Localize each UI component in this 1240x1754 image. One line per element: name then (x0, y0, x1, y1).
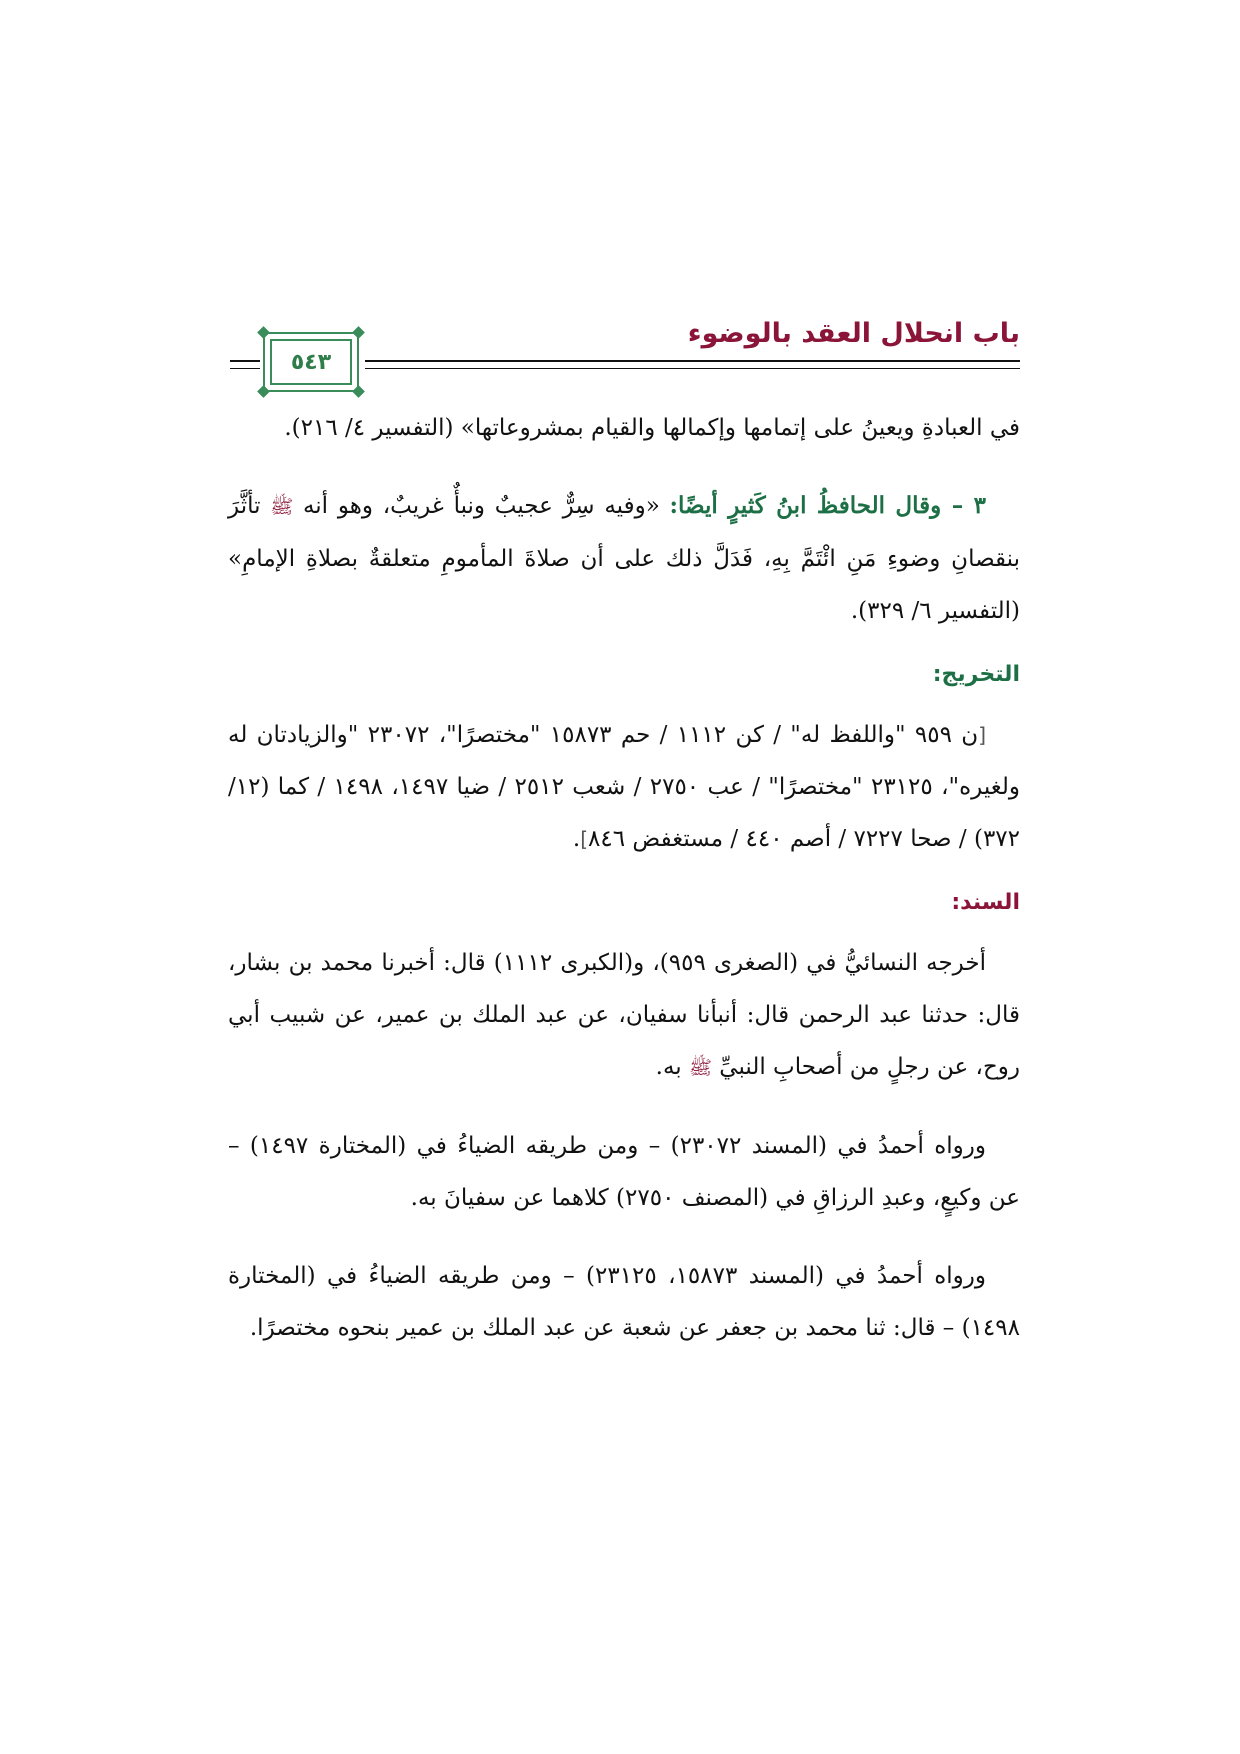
page-content (228, 402, 1020, 1354)
paragraph-text: «وفيه سِرٌّ عجيبٌ ونبأٌ غريبٌ، وهو أنه (302, 493, 670, 519)
running-header (230, 318, 1020, 374)
paragraph-text: تأثَّرَ بنقصانِ وضوءِ مَنِ ائْتَمَّ بِهِ، فَدَلَّ ذلك على أن صلاةَ المأمومِ متعلقةٌ بصلاةِ الإمامِ» (التفسير ٦/ ٣٢٩). (228, 493, 1020, 624)
section-heading-sanad: السند: (951, 890, 1020, 915)
header-rule-bottom (365, 368, 1020, 369)
takhrij-end: . (572, 826, 581, 852)
paragraph-continuation: في العبادةِ ويعينُ على إتمامها وإكمالها والقيام بمشروعاتها» (التفسير ٤/ ٢١٦). (284, 415, 1020, 441)
page-number: ٥٤٣ (270, 339, 352, 385)
page-number-badge (263, 332, 359, 392)
paragraph-lead: ٣ – وقال الحافظُ ابنُ كَثيرٍ أيضًا: (669, 492, 986, 519)
header-rule-left-top (230, 360, 260, 362)
section-heading-takhrij: التخريج: (932, 662, 1020, 687)
honorific-icon: ﷺ (689, 1057, 712, 1079)
ornament-icon (352, 385, 365, 398)
honorific-icon: ﷺ (270, 496, 294, 518)
paragraph-ibn-kathir (228, 480, 1020, 637)
riwaya-paragraph-1: ورواه أحمدُ في (المسند ٢٣٠٧٢) – ومن طريقه الضياءُ في (المختارة ١٤٩٧) – عن وكيعٍ، وعبدِ الرزاقِ في (المصنف ٢٧٥٠) كلاهما عن سفيانَ به. (228, 1133, 1020, 1211)
sanad-text: أخرجه النسائيُّ في (الصغرى ٩٥٩)، و(الكبرى ١١١٢) قال: أخبرنا محمد بن بشار، قال: حدثنا عبد الرحمن قال: أنبأنا سفيان، عن عبد الملك بن عمير، عن شبيب أبي روح، عن رجلٍ من أصحابِ النبيِّ (228, 950, 1020, 1080)
riwaya-paragraph-2: ورواه أحمدُ في (المسند ١٥٨٧٣، ٢٣١٢٥) – ومن طريقه الضياءُ في (المختارة ١٤٩٨) – قال: ثنا محمد بن جعفر عن شعبة عن عبد الملك بن عمير بنحوه مختصرًا. (228, 1263, 1020, 1341)
open-bracket-icon: [ (978, 723, 986, 747)
ornament-icon (257, 385, 270, 398)
header-rule-top (365, 360, 1020, 362)
sanad-paragraph (228, 937, 1020, 1094)
chapter-title: باب انحلال العقد بالوضوء (687, 318, 1020, 349)
takhrij-references (228, 709, 1020, 865)
ornament-icon (257, 326, 270, 339)
ornament-icon (352, 326, 365, 339)
close-bracket-icon: ] (580, 827, 589, 851)
sanad-end: به. (655, 1054, 690, 1080)
takhrij-text: ن ٩٥٩ "واللفظ له" / كن ١١١٢ / حم ١٥٨٧٣ "مختصرًا"، ٢٣٠٧٢ "والزيادتان له ولغيره"، ٢٣١٢٥ "مختصرًا" / عب ٢٧٥٠ / شعب ٢٥١٢ / ضيا ١٤٩٧، ١٤٩٨ / كما (١٢/ ٣٧٢) / صحا ٧٢٢٧ / أصم ٤٤٠ / مستغفض ٨٤٦ (228, 722, 1021, 852)
header-rule-left-bottom (230, 368, 260, 369)
